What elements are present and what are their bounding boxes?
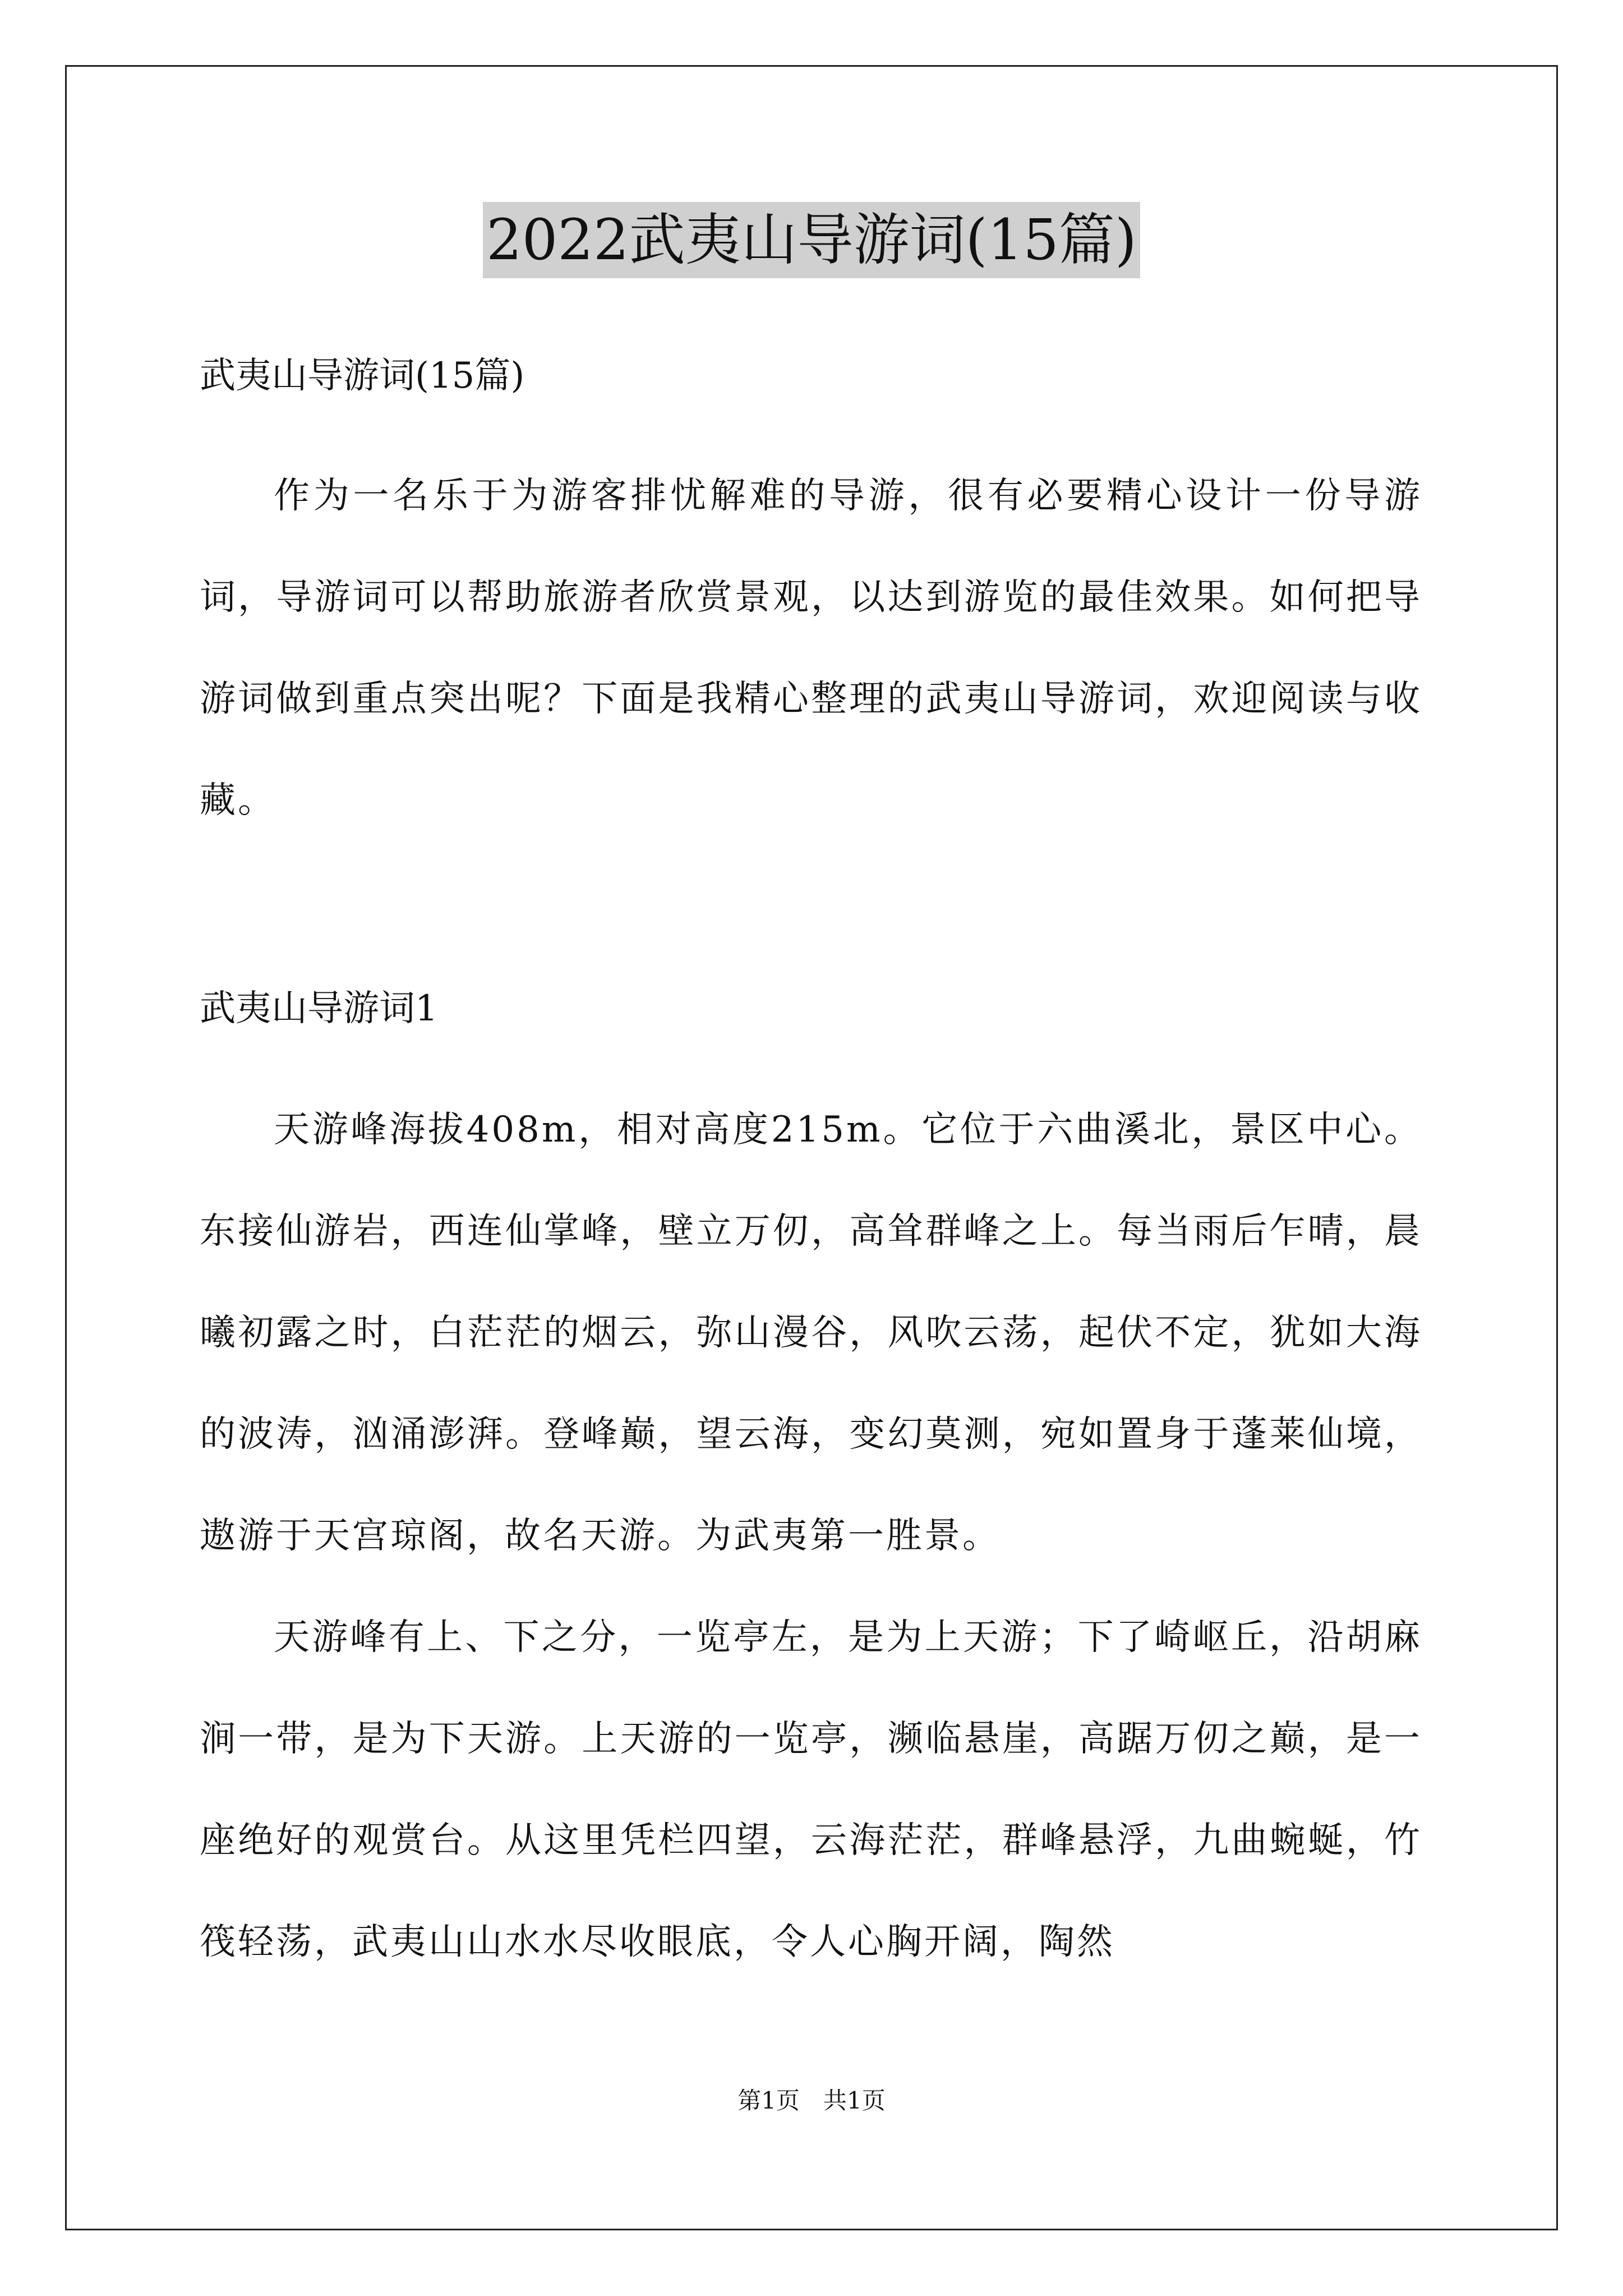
section-heading: 武夷山导游词1 xyxy=(200,988,438,1029)
document-body xyxy=(200,348,1422,1993)
document-title: 2022武夷山导游词(15篇) xyxy=(483,202,1140,278)
intro-paragraph: 作为一名乐于为游客排忧解难的导游，很有必要精心设计一份导游词，导游词可以帮助旅游者欣赏景观，以达到游览的最佳效果。如何把导游词做到重点突出呢？下面是我精心整理的武夷山导游词，欢迎阅读与收藏。 xyxy=(200,475,1422,821)
body-paragraph: 天游峰有上、下之分，一览亭左，是为上天游；下了崎岖丘，沿胡麻涧一带，是为下天游。上天游的一览亭，濒临悬崖，高踞万仞之巅，是一座绝好的观赏台。从这里凭栏四望，云海茫茫，群峰悬浮，九曲蜿蜒，竹筏轻荡，武夷山山水水尽收眼底，令人心胸开阔，陶然 xyxy=(200,1617,1422,1963)
document-subtitle: 武夷山导游词(15篇) xyxy=(200,355,525,397)
title-container xyxy=(0,202,1623,278)
section-gap xyxy=(200,852,1422,981)
page-number-footer: 第1页 共1页 xyxy=(737,2087,886,2114)
body-paragraph: 天游峰海拔408m，相对高度215m。它位于六曲溪北，景区中心。东接仙游岩，西连仙掌峰，壁立万仞，高耸群峰之上。每当雨后乍晴，晨曦初露之时，白茫茫的烟云，弥山漫谷，风吹云荡，起伏不定，犹如大海的波涛，汹涌澎湃。登峰巅，望云海，变幻莫测，宛如置身于蓬莱仙境，遨游于天宫琼阁，故名天游。为武夷第一胜景。 xyxy=(200,1109,1422,1557)
